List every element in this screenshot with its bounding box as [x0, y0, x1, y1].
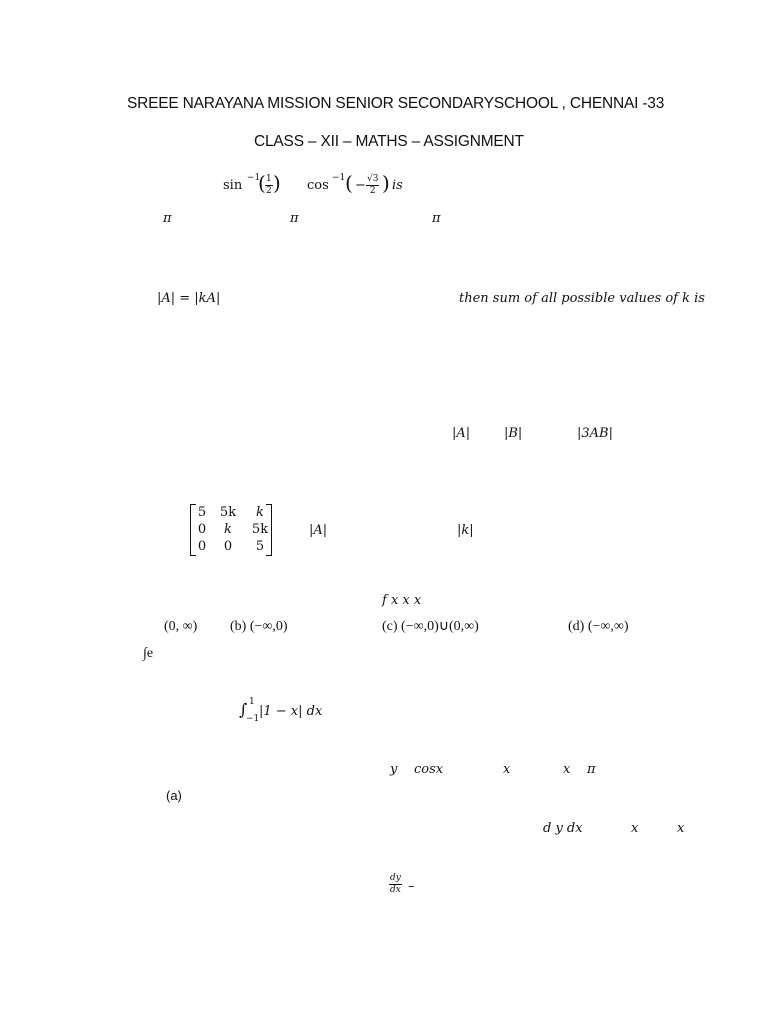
q1-cos-label: cos	[307, 178, 329, 193]
q4-matrix-cell: k	[256, 505, 264, 520]
q1-cos-exponent: −1	[332, 173, 346, 183]
q7-integrand: |1 − x| dx	[259, 704, 323, 719]
q9-fraction-numerator: dy	[390, 873, 401, 883]
q1-cos-paren-right: )	[382, 171, 390, 195]
q7-lower-limit: −1	[246, 714, 260, 724]
q4-matrix-cell: 5	[197, 505, 207, 520]
q3-det-b: |B|	[504, 426, 523, 441]
q4-matrix-cell: 0	[223, 539, 233, 554]
q8-option-a: (a)	[166, 788, 182, 803]
q1-option-pi-1: π	[163, 211, 172, 226]
q1-sin-fraction	[265, 175, 273, 196]
school-name: SREEE NARAYANA MISSION SENIOR SECONDARYSCHOOL , CHENNAI -33	[127, 95, 665, 112]
q3-det-a: |A|	[452, 426, 471, 441]
q9-fraction-denominator: dx	[390, 885, 401, 895]
q4-matrix-cell: k	[224, 522, 232, 537]
q1-sin-numerator: 1	[266, 174, 272, 184]
q1-cos-denominator: 2	[369, 186, 376, 196]
q1-cos-paren-left: (	[345, 171, 353, 195]
q9-x2: x	[677, 821, 685, 836]
q8-x1: x	[503, 762, 511, 777]
q4-matrix-cell: 5k	[219, 505, 237, 520]
q6-integral: ∫e	[143, 646, 154, 661]
q8-pi: π	[587, 762, 596, 777]
q4-det-k: |k|	[457, 523, 474, 538]
q4-matrix-cell: 5	[255, 539, 265, 554]
q9-dash: –	[408, 879, 415, 894]
q2-expression: |A| = |kA|	[157, 291, 221, 306]
q1-cos-numerator: √3	[367, 174, 379, 184]
q5-option-c: (c) (−∞,0)∪(0,∞)	[382, 619, 479, 634]
q1-sin-paren-right: )	[273, 171, 281, 195]
q9-dydx: d y dx	[543, 821, 583, 836]
q5-option-a: (0, ∞)	[164, 619, 198, 634]
q1-sin-exponent: −1	[247, 173, 261, 183]
q4-matrix-cell: 0	[197, 522, 207, 537]
q7-upper-limit: 1	[249, 697, 255, 707]
q1-option-pi-3: π	[432, 211, 441, 226]
q4-matrix-cell: 5k	[251, 522, 269, 537]
q4-matrix-cell: 0	[197, 539, 207, 554]
q8-y: y	[390, 762, 398, 777]
q7-integral-sign: ∫	[239, 700, 248, 719]
q9-derivative-fraction	[389, 874, 402, 895]
assignment-title: CLASS – XII – MATHS – ASSIGNMENT	[254, 133, 524, 150]
q1-is-text: is	[392, 178, 403, 193]
q1-sin-paren-left: (	[258, 171, 266, 195]
q4-matrix	[190, 504, 272, 554]
q5-option-b: (b) (−∞,0)	[230, 619, 288, 634]
q8-x2: x	[563, 762, 571, 777]
q1-option-pi-2: π	[290, 211, 299, 226]
q4-det-a: |A|	[309, 523, 328, 538]
q3-det-3ab: |3AB|	[577, 426, 613, 441]
q5-option-d: (d) (−∞,∞)	[568, 619, 629, 634]
q9-x1: x	[631, 821, 639, 836]
q1-sin-denominator: 2	[266, 186, 272, 196]
q5-function: f x x x	[382, 593, 422, 608]
q1-cos-fraction	[366, 175, 379, 196]
q1-sin-label: sin	[223, 178, 243, 193]
q8-cosx: cosx	[414, 762, 444, 777]
q2-tail-text: then sum of all possible values of k is	[459, 291, 705, 306]
q1-cos-minus: −	[355, 178, 366, 193]
